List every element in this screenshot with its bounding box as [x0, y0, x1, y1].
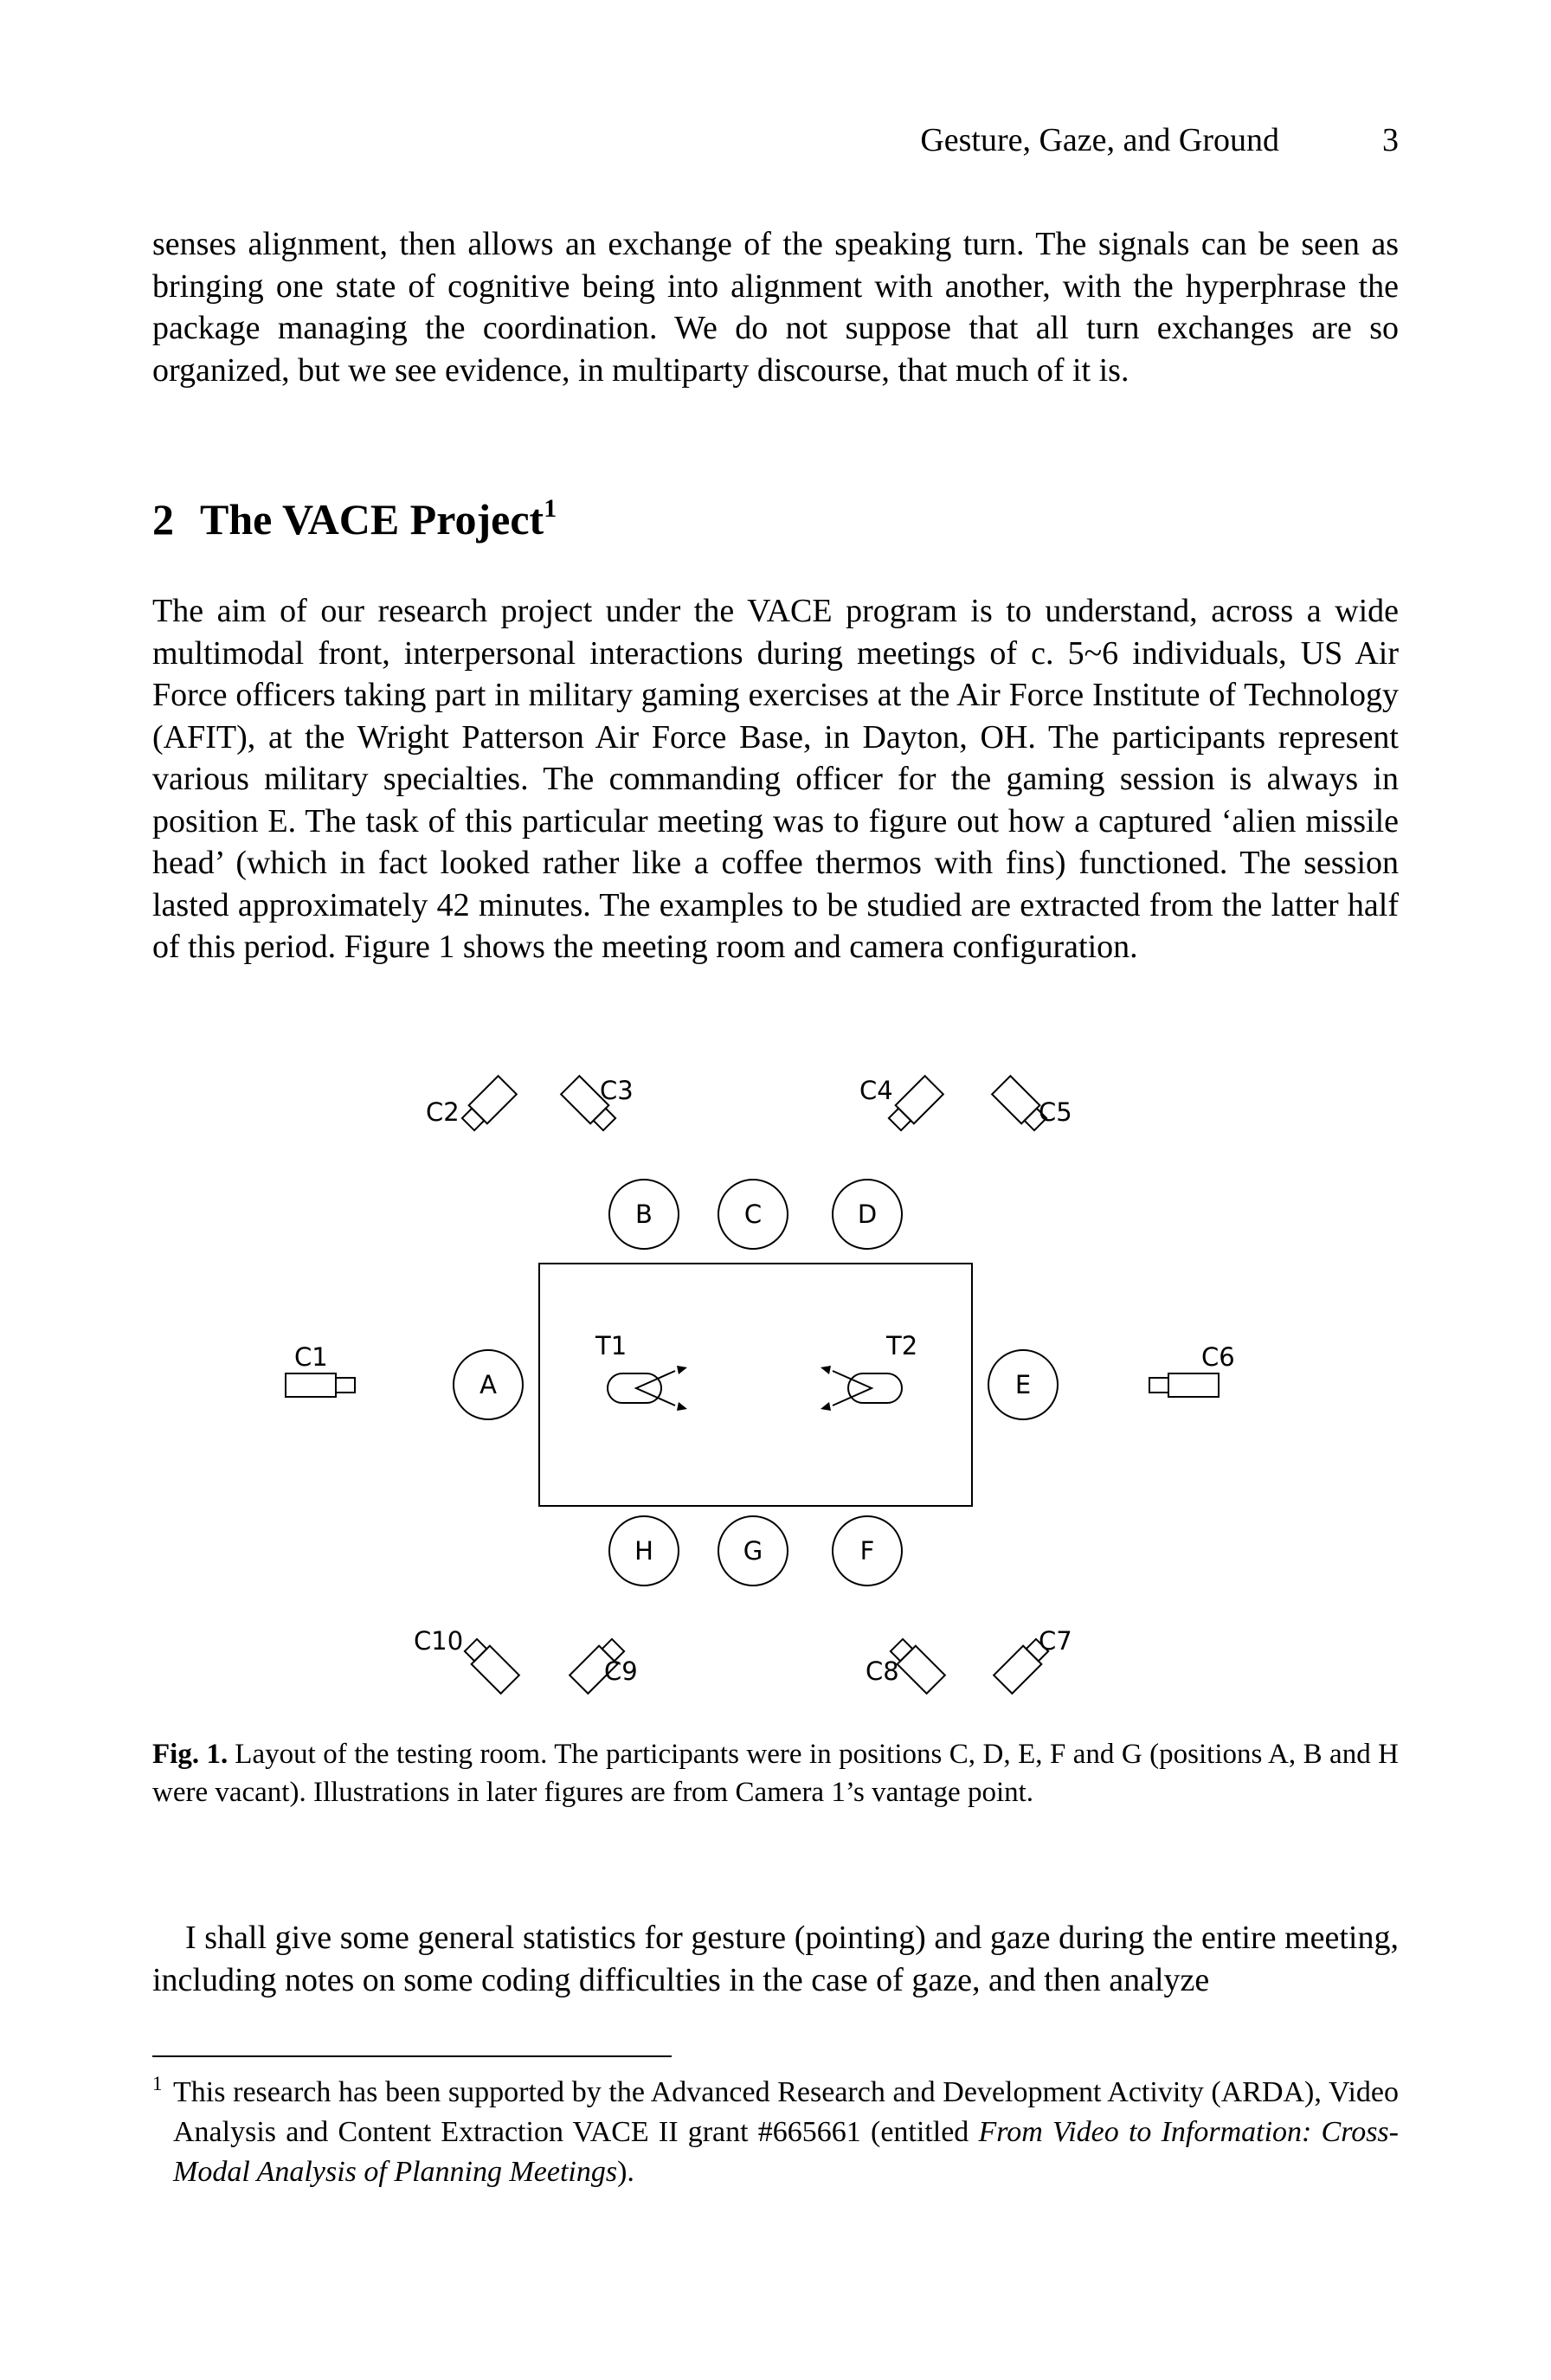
camera-label-c3: C3: [600, 1076, 634, 1105]
footnote-end: ).: [617, 2156, 634, 2188]
footnote-rule: [152, 2055, 672, 2057]
seat-label-a: A: [479, 1370, 497, 1399]
camera-label-c2: C2: [426, 1097, 460, 1127]
running-header: [152, 121, 1399, 164]
paragraph-1: senses alignment, then allows an exchange of the speaking turn. The signals can be seen as bringing one state of cognitive being into alignment with another, with the hyperphrase the package managing the coordination. We do not suppose that all turn exchanges are so organized, but we see evidence, in multiparty discourse, that much of it is.: [152, 226, 1399, 389]
t2-object-icon: [833, 1371, 902, 1405]
seat-label-b: B: [635, 1200, 653, 1229]
footnote-text: This research has been supported by the Advanced Research and Development Activity (ARDA), Video Analysis and Content Extraction VACE II grant #665661 (entitled: [173, 2076, 1399, 2148]
camera-label-c9: C9: [604, 1656, 638, 1686]
page-number: 3: [1382, 122, 1399, 158]
table-label-t1: T1: [595, 1331, 627, 1360]
caption-label: Fig. 1.: [152, 1739, 228, 1770]
camera-label-c1: C1: [294, 1342, 328, 1372]
meeting-table: [539, 1264, 972, 1506]
section-number: 2: [152, 495, 174, 544]
footnote-title: From Video to Information: Cross-Modal Analysis of Planning Meetings: [173, 2116, 1399, 2188]
footnote-mark: 1: [152, 2073, 163, 2094]
paragraph-3: I shall give some general statistics for gesture (pointing) and gaze during the entire meeting, including notes on some coding difficulties in the case of gaze, and then analyze: [152, 1920, 1399, 1998]
camera-c2-icon: [459, 1076, 516, 1133]
camera-label-c7: C7: [1039, 1626, 1072, 1656]
camera-label-c5: C5: [1039, 1097, 1072, 1127]
room-layout-diagram: [260, 1069, 1298, 1709]
camera-c10-icon: [461, 1636, 518, 1693]
camera-c1-icon: [286, 1373, 355, 1397]
t1-object-icon: [608, 1371, 675, 1405]
camera-label-c4: C4: [859, 1076, 893, 1105]
camera-c6-icon: [1149, 1373, 1219, 1397]
camera-label-c8: C8: [866, 1656, 899, 1686]
footnote-ref: 1: [544, 494, 557, 523]
seat-label-c: C: [743, 1200, 763, 1229]
footnote: [152, 2073, 1399, 2192]
figure-1: [260, 1069, 1298, 1709]
section-title: The VACE Project: [200, 495, 544, 544]
running-title: Gesture, Gaze, and Ground: [920, 122, 1279, 158]
seat-label-h: H: [634, 1536, 653, 1566]
seat-label-e: E: [1014, 1370, 1032, 1399]
seat-label-f: F: [859, 1536, 875, 1566]
camera-label-c6: C6: [1201, 1342, 1235, 1372]
section-heading: [152, 493, 557, 545]
caption-text: Layout of the testing room. The participants were in positions C, D, E, F and G (positions A, B and H were vacant). Illustrations in later figures are from Camera 1’s vantage point.: [152, 1739, 1399, 1808]
table-label-t2: T2: [886, 1331, 918, 1360]
seat-label-d: D: [857, 1200, 878, 1229]
camera-c4-icon: [885, 1076, 943, 1133]
seat-label-g: G: [743, 1536, 763, 1566]
paragraph-2: The aim of our research project under the VACE program is to understand, across a wide multimodal front, interpersonal interactions during meetings of c. 5~6 individuals, US Air Force officers taking part in military gaming exercises at the Air Force Institute of Technology (AFIT), at the Wright Patterson Air Force Base, in Dayton, OH. The participants represent various military specialties. The commanding officer for the gaming session is always in position E. The task of this particular meeting was to figure out how a captured ‘alien missile head’ (which in fact looked rather like a coffee thermos with fins) functioned. The session lasted approximately 42 minutes. The examples to be studied are extracted from the latter half of this period. Figure 1 shows the meeting room and camera configuration.: [152, 593, 1399, 965]
camera-label-c10: C10: [414, 1626, 464, 1656]
figure-caption: [152, 1735, 1399, 1811]
